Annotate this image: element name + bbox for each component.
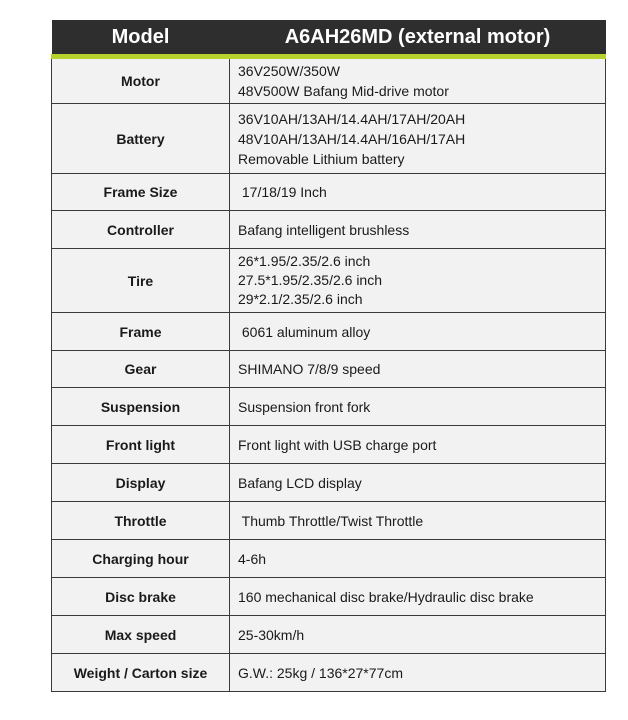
row-label: Gear xyxy=(52,351,230,388)
table-row xyxy=(52,654,606,692)
row-value xyxy=(230,578,606,616)
value-line: 36V250W/350W xyxy=(238,63,340,79)
table-row xyxy=(52,464,606,502)
row-label: Display xyxy=(52,464,230,502)
value-line: Bafang LCD display xyxy=(238,474,362,491)
row-label: Tire xyxy=(52,249,230,313)
row-value xyxy=(230,174,606,211)
row-label: Motor xyxy=(52,57,230,104)
value-line: 36V10AH/13AH/14.4AH/17AH/20AH xyxy=(238,110,466,127)
table-row xyxy=(52,388,606,426)
table-row xyxy=(52,616,606,654)
table-row xyxy=(52,578,606,616)
value-line: 29*2.1/2.35/2.6 inch xyxy=(238,291,363,307)
row-value xyxy=(230,388,606,426)
row-value xyxy=(230,426,606,464)
row-value xyxy=(230,464,606,502)
value-line: 25-30km/h xyxy=(238,626,305,643)
table-row xyxy=(52,313,606,351)
row-value xyxy=(230,249,606,313)
value-line: 17/18/19 Inch xyxy=(238,184,327,200)
value-line: 48V500W Bafang Mid-drive motor xyxy=(238,83,449,99)
row-label: Weight / Carton size xyxy=(52,654,230,692)
value-line: SHIMANO 7/8/9 speed xyxy=(238,361,381,377)
header-model: Model xyxy=(52,20,230,57)
row-value xyxy=(230,654,606,692)
value-line: 27.5*1.95/2.35/2.6 inch xyxy=(238,272,383,288)
value-line: 26*1.95/2.35/2.6 inch xyxy=(238,253,371,269)
table-row xyxy=(52,426,606,464)
table-row xyxy=(52,211,606,249)
table-row xyxy=(52,540,606,578)
header-model-name: A6AH26MD (external motor) xyxy=(230,20,606,57)
row-value xyxy=(230,211,606,249)
value-line: Bafang intelligent brushless xyxy=(238,221,410,238)
row-label: Frame Size xyxy=(52,174,230,211)
row-value xyxy=(230,351,606,388)
value-line: Front light with USB charge port xyxy=(238,436,437,453)
row-label: Max speed xyxy=(52,616,230,654)
value-line: 6061 aluminum alloy xyxy=(238,323,371,340)
row-label: Disc brake xyxy=(52,578,230,616)
row-label: Frame xyxy=(52,313,230,351)
row-value xyxy=(230,104,606,174)
value-line: 4-6h xyxy=(238,550,267,567)
spec-table xyxy=(51,20,606,692)
row-label: Front light xyxy=(52,426,230,464)
row-label: Battery xyxy=(52,104,230,174)
row-value xyxy=(230,616,606,654)
value-line: 48V10AH/13AH/14.4AH/16AH/17AH xyxy=(238,130,466,147)
row-label: Throttle xyxy=(52,502,230,540)
table-row xyxy=(52,249,606,313)
row-label: Suspension xyxy=(52,388,230,426)
row-value xyxy=(230,313,606,351)
value-line: Thumb Throttle/Twist Throttle xyxy=(238,512,424,529)
table-row xyxy=(52,351,606,388)
table-row xyxy=(52,174,606,211)
table-row xyxy=(52,57,606,104)
row-value xyxy=(230,57,606,104)
header-row xyxy=(52,20,606,57)
value-line: Removable Lithium battery xyxy=(238,150,405,167)
value-line: Suspension front fork xyxy=(238,398,371,415)
value-line: 160 mechanical disc brake/Hydraulic disc brake xyxy=(238,588,534,605)
value-line: G.W.: 25kg / 136*27*77cm xyxy=(238,664,403,681)
row-label: Charging hour xyxy=(52,540,230,578)
table-row xyxy=(52,104,606,174)
row-value xyxy=(230,502,606,540)
row-value xyxy=(230,540,606,578)
row-label: Controller xyxy=(52,211,230,249)
table-row xyxy=(52,502,606,540)
